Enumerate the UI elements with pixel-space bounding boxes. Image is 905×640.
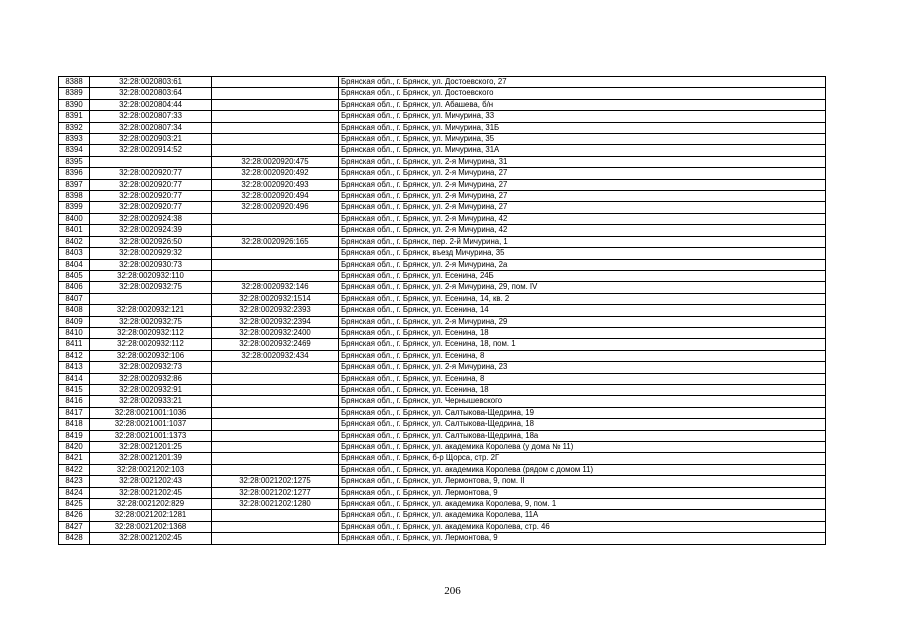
cadastral-number-2-cell [212, 270, 339, 281]
cadastral-number-2-cell: 32:28:0020920:475 [212, 156, 339, 167]
cadastral-number-cell: 32:28:0020932:121 [90, 305, 212, 316]
row-number-cell: 8409 [59, 316, 90, 327]
address-cell: Брянская обл., г. Брянск, ул. 2-я Мичурина, 2а [339, 259, 826, 270]
table-row [59, 430, 826, 441]
table-row [59, 293, 826, 304]
cadastral-number-2-cell [212, 464, 339, 475]
cadastral-number-cell: 32:28:0020920:77 [90, 179, 212, 190]
table-row [59, 350, 826, 361]
cadastral-number-cell: 32:28:0021001:1373 [90, 430, 212, 441]
address-cell: Брянская обл., г. Брянск, б-р Щорса, стр. 2Г [339, 453, 826, 464]
cadastral-number-2-cell [212, 373, 339, 384]
row-number-cell: 8418 [59, 419, 90, 430]
row-number-cell: 8411 [59, 339, 90, 350]
address-cell: Брянская обл., г. Брянск, въезд Мичурина, 35 [339, 248, 826, 259]
cadastral-number-2-cell [212, 111, 339, 122]
address-cell: Брянская обл., г. Брянск, ул. Есенина, 8 [339, 373, 826, 384]
table-row [59, 510, 826, 521]
address-cell: Брянская обл., г. Брянск, ул. Лермонтова, 9 [339, 487, 826, 498]
cadastral-number-2-cell [212, 396, 339, 407]
cadastral-number-cell: 32:28:0020932:75 [90, 282, 212, 293]
address-cell: Брянская обл., г. Брянск, ул. 2-я Мичурина, 27 [339, 168, 826, 179]
cadastral-number-cell: 32:28:0020933:21 [90, 396, 212, 407]
address-cell: Брянская обл., г. Брянск, пер. 2-й Мичурина, 1 [339, 236, 826, 247]
cadastral-number-2-cell [212, 145, 339, 156]
address-cell: Брянская обл., г. Брянск, ул. Лермонтова, 9 [339, 533, 826, 544]
address-cell: Брянская обл., г. Брянск, ул. 2-я Мичурина, 42 [339, 213, 826, 224]
cadastral-number-2-cell [212, 442, 339, 453]
row-number-cell: 8392 [59, 122, 90, 133]
cadastral-number-2-cell: 32:28:0020932:2400 [212, 327, 339, 338]
row-number-cell: 8416 [59, 396, 90, 407]
cadastral-number-2-cell [212, 99, 339, 110]
row-number-cell: 8424 [59, 487, 90, 498]
address-cell: Брянская обл., г. Брянск, ул. 2-я Мичурина, 29, пом. IV [339, 282, 826, 293]
cadastral-number-2-cell: 32:28:0020932:146 [212, 282, 339, 293]
cadastral-number-2-cell [212, 419, 339, 430]
cadastral-number-cell: 32:28:0020932:86 [90, 373, 212, 384]
address-cell: Брянская обл., г. Брянск, ул. 2-я Мичурина, 31 [339, 156, 826, 167]
table-row [59, 248, 826, 259]
cadastral-number-cell: 32:28:0020804:44 [90, 99, 212, 110]
address-cell: Брянская обл., г. Брянск, ул. Мичурина, 31Б [339, 122, 826, 133]
table-row [59, 305, 826, 316]
table-row [59, 213, 826, 224]
cadastral-number-2-cell [212, 533, 339, 544]
table-row [59, 419, 826, 430]
cadastral-number-cell: 32:28:0020803:64 [90, 88, 212, 99]
address-cell: Брянская обл., г. Брянск, ул. Салтыкова-Щедрина, 18 [339, 419, 826, 430]
cadastral-number-cell: 32:28:0021202:1368 [90, 521, 212, 532]
table-row [59, 384, 826, 395]
address-cell: Брянская обл., г. Брянск, ул. академика Королева, стр. 46 [339, 521, 826, 532]
cadastral-number-cell: 32:28:0021202:829 [90, 499, 212, 510]
table-row [59, 464, 826, 475]
row-number-cell: 8421 [59, 453, 90, 464]
address-cell: Брянская обл., г. Брянск, ул. Достоевского, 27 [339, 77, 826, 88]
cadastral-number-2-cell: 32:28:0020920:496 [212, 202, 339, 213]
cadastral-number-cell: 32:28:0020914:52 [90, 145, 212, 156]
address-cell: Брянская обл., г. Брянск, ул. Мичурина, 33 [339, 111, 826, 122]
row-number-cell: 8407 [59, 293, 90, 304]
address-cell: Брянская обл., г. Брянск, ул. Мичурина, 31А [339, 145, 826, 156]
cadastral-number-cell: 32:28:0021202:43 [90, 476, 212, 487]
cadastral-number-2-cell [212, 453, 339, 464]
cadastral-number-2-cell [212, 430, 339, 441]
address-cell: Брянская обл., г. Брянск, ул. 2-я Мичурина, 29 [339, 316, 826, 327]
row-number-cell: 8388 [59, 77, 90, 88]
register-table [58, 76, 826, 545]
cadastral-number-2-cell: 32:28:0020932:2394 [212, 316, 339, 327]
row-number-cell: 8405 [59, 270, 90, 281]
address-cell: Брянская обл., г. Брянск, ул. Абашева, б/н [339, 99, 826, 110]
cadastral-number-2-cell: 32:28:0020932:2393 [212, 305, 339, 316]
cadastral-number-cell: 32:28:0020920:77 [90, 202, 212, 213]
cadastral-number-cell: 32:28:0020803:61 [90, 77, 212, 88]
cadastral-number-cell: 32:28:0020932:112 [90, 327, 212, 338]
table-row [59, 476, 826, 487]
address-cell: Брянская обл., г. Брянск, ул. Есенина, 14, кв. 2 [339, 293, 826, 304]
cadastral-number-cell: 32:28:0020930:73 [90, 259, 212, 270]
cadastral-number-2-cell: 32:28:0020932:1514 [212, 293, 339, 304]
row-number-cell: 8406 [59, 282, 90, 293]
row-number-cell: 8396 [59, 168, 90, 179]
address-cell: Брянская обл., г. Брянск, ул. Есенина, 14 [339, 305, 826, 316]
row-number-cell: 8404 [59, 259, 90, 270]
address-cell: Брянская обл., г. Брянск, ул. Салтыкова-Щедрина, 19 [339, 407, 826, 418]
table-row [59, 270, 826, 281]
row-number-cell: 8423 [59, 476, 90, 487]
cadastral-number-2-cell: 32:28:0020932:2469 [212, 339, 339, 350]
address-cell: Брянская обл., г. Брянск, ул. академика Королева, 9, пом. 1 [339, 499, 826, 510]
row-number-cell: 8391 [59, 111, 90, 122]
cadastral-number-2-cell [212, 134, 339, 145]
table-row [59, 191, 826, 202]
address-cell: Брянская обл., г. Брянск, ул. Есенина, 18 [339, 384, 826, 395]
row-number-cell: 8403 [59, 248, 90, 259]
cadastral-number-cell: 32:28:0020924:39 [90, 225, 212, 236]
table-row [59, 327, 826, 338]
table-row [59, 362, 826, 373]
cadastral-number-cell: 32:28:0020932:73 [90, 362, 212, 373]
table-row [59, 487, 826, 498]
cadastral-number-cell: 32:28:0021202:1281 [90, 510, 212, 521]
table-row [59, 453, 826, 464]
row-number-cell: 8417 [59, 407, 90, 418]
cadastral-number-2-cell [212, 248, 339, 259]
table-row [59, 77, 826, 88]
cadastral-number-cell: 32:28:0020932:106 [90, 350, 212, 361]
cadastral-number-cell: 32:28:0020920:77 [90, 168, 212, 179]
cadastral-number-2-cell [212, 510, 339, 521]
cadastral-number-cell: 32:28:0020924:38 [90, 213, 212, 224]
row-number-cell: 8389 [59, 88, 90, 99]
cadastral-number-2-cell: 32:28:0020920:494 [212, 191, 339, 202]
table-row [59, 88, 826, 99]
table-row [59, 339, 826, 350]
cadastral-number-2-cell [212, 384, 339, 395]
address-cell: Брянская обл., г. Брянск, ул. академика Королева, 11А [339, 510, 826, 521]
row-number-cell: 8413 [59, 362, 90, 373]
row-number-cell: 8412 [59, 350, 90, 361]
address-cell: Брянская обл., г. Брянск, ул. академика Королева (у дома № 11) [339, 442, 826, 453]
row-number-cell: 8402 [59, 236, 90, 247]
address-cell: Брянская обл., г. Брянск, ул. Есенина, 18 [339, 327, 826, 338]
cadastral-number-cell: 32:28:0021201:25 [90, 442, 212, 453]
table-row [59, 533, 826, 544]
cadastral-number-cell: 32:28:0020932:110 [90, 270, 212, 281]
cadastral-number-cell: 32:28:0020920:77 [90, 191, 212, 202]
row-number-cell: 8415 [59, 384, 90, 395]
page-number: 206 [444, 585, 461, 597]
row-number-cell: 8427 [59, 521, 90, 532]
cadastral-number-2-cell: 32:28:0021202:1277 [212, 487, 339, 498]
cadastral-number-cell: 32:28:0021001:1036 [90, 407, 212, 418]
table-row [59, 259, 826, 270]
cadastral-number-cell: 32:28:0021202:45 [90, 487, 212, 498]
row-number-cell: 8398 [59, 191, 90, 202]
cadastral-number-2-cell [212, 88, 339, 99]
register-table-body [59, 77, 826, 545]
row-number-cell: 8395 [59, 156, 90, 167]
row-number-cell: 8401 [59, 225, 90, 236]
row-number-cell: 8399 [59, 202, 90, 213]
row-number-cell: 8422 [59, 464, 90, 475]
table-row [59, 236, 826, 247]
cadastral-number-cell [90, 156, 212, 167]
cadastral-number-2-cell [212, 521, 339, 532]
table-row [59, 99, 826, 110]
address-cell: Брянская обл., г. Брянск, ул. академика Королева (рядом с домом 11) [339, 464, 826, 475]
cadastral-number-2-cell: 32:28:0020920:492 [212, 168, 339, 179]
address-cell: Брянская обл., г. Брянск, ул. 2-я Мичурина, 42 [339, 225, 826, 236]
cadastral-number-2-cell: 32:28:0020926:165 [212, 236, 339, 247]
cadastral-number-cell: 32:28:0020932:112 [90, 339, 212, 350]
cadastral-number-2-cell [212, 225, 339, 236]
cadastral-number-2-cell [212, 122, 339, 133]
cadastral-number-cell: 32:28:0020807:33 [90, 111, 212, 122]
table-row [59, 202, 826, 213]
table-row [59, 499, 826, 510]
table-row [59, 145, 826, 156]
cadastral-number-cell: 32:28:0020929:32 [90, 248, 212, 259]
address-cell: Брянская обл., г. Брянск, ул. 2-я Мичурина, 27 [339, 179, 826, 190]
row-number-cell: 8428 [59, 533, 90, 544]
cadastral-number-cell: 32:28:0020932:75 [90, 316, 212, 327]
cadastral-number-cell: 32:28:0021201:39 [90, 453, 212, 464]
cadastral-number-cell: 32:28:0020807:34 [90, 122, 212, 133]
address-cell: Брянская обл., г. Брянск, ул. Салтыкова-Щедрина, 18а [339, 430, 826, 441]
row-number-cell: 8393 [59, 134, 90, 145]
cadastral-number-2-cell: 32:28:0020932:434 [212, 350, 339, 361]
table-row [59, 111, 826, 122]
table-row [59, 521, 826, 532]
address-cell: Брянская обл., г. Брянск, ул. Лермонтова, 9, пом. II [339, 476, 826, 487]
row-number-cell: 8397 [59, 179, 90, 190]
row-number-cell: 8400 [59, 213, 90, 224]
address-cell: Брянская обл., г. Брянск, ул. Есенина, 24Б [339, 270, 826, 281]
row-number-cell: 8414 [59, 373, 90, 384]
row-number-cell: 8410 [59, 327, 90, 338]
row-number-cell: 8425 [59, 499, 90, 510]
cadastral-number-cell: 32:28:0021001:1037 [90, 419, 212, 430]
table-row [59, 225, 826, 236]
address-cell: Брянская обл., г. Брянск, ул. Есенина, 8 [339, 350, 826, 361]
table-row [59, 134, 826, 145]
cadastral-number-2-cell [212, 213, 339, 224]
cadastral-number-2-cell [212, 259, 339, 270]
cadastral-number-cell [90, 293, 212, 304]
cadastral-number-2-cell [212, 77, 339, 88]
table-row [59, 282, 826, 293]
row-number-cell: 8390 [59, 99, 90, 110]
cadastral-number-cell: 32:28:0020903:21 [90, 134, 212, 145]
address-cell: Брянская обл., г. Брянск, ул. 2-я Мичурина, 23 [339, 362, 826, 373]
table-row [59, 168, 826, 179]
cadastral-number-2-cell: 32:28:0021202:1275 [212, 476, 339, 487]
cadastral-number-2-cell [212, 362, 339, 373]
table-row [59, 122, 826, 133]
row-number-cell: 8420 [59, 442, 90, 453]
address-cell: Брянская обл., г. Брянск, ул. Есенина, 18, пом. 1 [339, 339, 826, 350]
address-cell: Брянская обл., г. Брянск, ул. 2-я Мичурина, 27 [339, 191, 826, 202]
table-row [59, 407, 826, 418]
cadastral-number-2-cell: 32:28:0020920:493 [212, 179, 339, 190]
row-number-cell: 8419 [59, 430, 90, 441]
table-row [59, 442, 826, 453]
table-row [59, 316, 826, 327]
address-cell: Брянская обл., г. Брянск, ул. Мичурина, 35 [339, 134, 826, 145]
table-row [59, 396, 826, 407]
cadastral-number-cell: 32:28:0020932:91 [90, 384, 212, 395]
cadastral-number-cell: 32:28:0021202:45 [90, 533, 212, 544]
table-row [59, 179, 826, 190]
row-number-cell: 8408 [59, 305, 90, 316]
address-cell: Брянская обл., г. Брянск, ул. Достоевского [339, 88, 826, 99]
table-row [59, 373, 826, 384]
cadastral-number-2-cell: 32:28:0021202:1280 [212, 499, 339, 510]
address-cell: Брянская обл., г. Брянск, ул. 2-я Мичурина, 27 [339, 202, 826, 213]
address-cell: Брянская обл., г. Брянск, ул. Чернышевского [339, 396, 826, 407]
row-number-cell: 8426 [59, 510, 90, 521]
cadastral-number-cell: 32:28:0021202:103 [90, 464, 212, 475]
cadastral-number-cell: 32:28:0020926:50 [90, 236, 212, 247]
cadastral-number-2-cell [212, 407, 339, 418]
table-row [59, 156, 826, 167]
row-number-cell: 8394 [59, 145, 90, 156]
